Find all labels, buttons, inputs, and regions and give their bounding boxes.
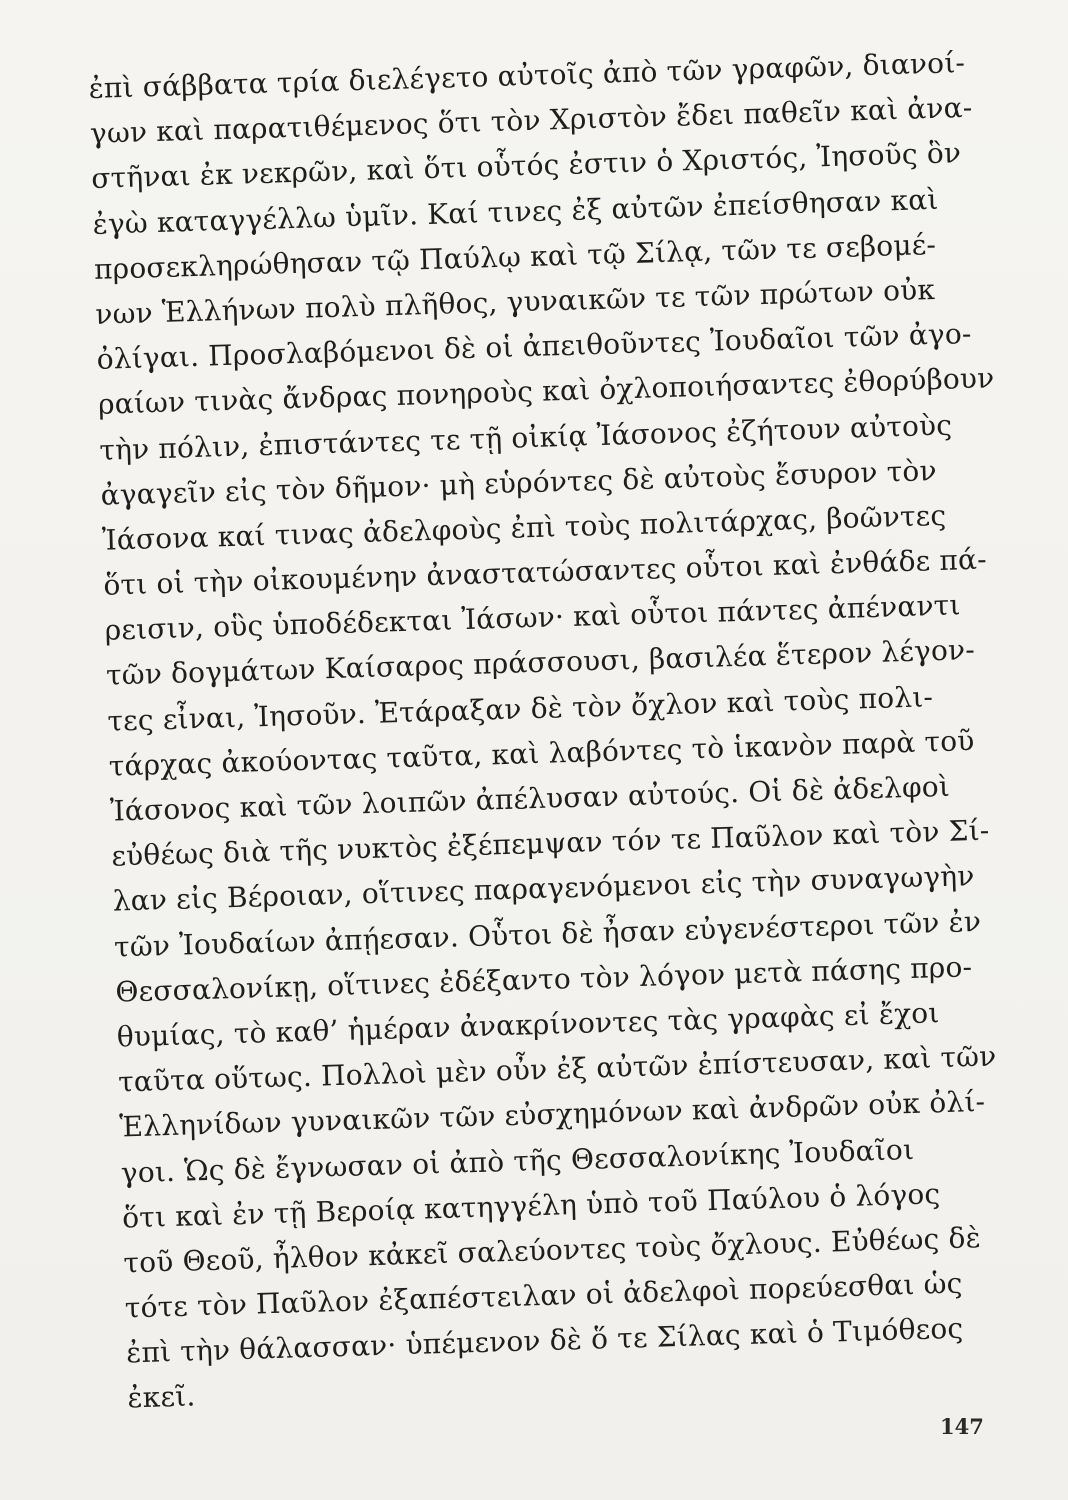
text-line: τῶν δογμάτων Καίσαρος πράσσουσι, βασιλέα ἕτερον λέγον- <box>105 633 976 693</box>
text-line: ἐπὶ τὴν θάλασσαν· ὑπέμενον δὲ ὅ τε Σίλας καὶ ὁ Τιμόθεος <box>125 1311 964 1370</box>
text-line: λαν εἰς Βέροιαν, οἵτινες παραγενόμενοι εἰς τὴν συναγωγὴν <box>112 859 975 918</box>
text-line: ἐκεῖ. <box>127 1379 196 1415</box>
text-line: ταῦτα οὕτως. Πολλοὶ μὲν οὖν ἐξ αὐτῶν ἐπίστευσαν, καὶ τῶν <box>117 1039 997 1099</box>
text-line: στῆναι ἐκ νεκρῶν, καὶ ὅτι οὗτός ἐστιν ὁ Χριστός, Ἰησοῦς ὃν <box>90 136 962 196</box>
text-line: τοῦ Θεοῦ, ἦλθον κἀκεῖ σαλεύοντες τοὺς ὄχλους. Εὐθέως δὲ <box>123 1220 982 1280</box>
text-line: γων καὶ παρατιθέμενος ὅτι τὸν Χριστὸν ἔδει παθεῖν καὶ ἀνα- <box>89 90 973 151</box>
body-text <box>88 39 1028 1421</box>
text-line: τότε τὸν Παῦλον ἐξαπέστειλαν οἱ ἀδελφοὶ πορεύεσθαι ὡς <box>124 1266 964 1325</box>
text-line: ὅτι οἱ τὴν οἰκουμένην ἀναστατώσαντες οὗτοι καὶ ἐνθάδε πά- <box>102 542 988 602</box>
text-line: εὐθέως διὰ τῆς νυκτὸς ἐξέπεμψαν τόν τε Παῦλον καὶ τὸν Σί- <box>110 813 990 873</box>
text-line: ἀγαγεῖν εἰς τὸν δῆμον· μὴ εὑρόντες δὲ αὐτοὺς ἔσυρον τὸν <box>100 453 938 512</box>
text-line: νων Ἑλλήνων πολὺ πλῆθος, γυναικῶν τε τῶν πρώτων οὐκ <box>94 272 936 331</box>
text-line: γοι. Ὡς δὲ ἔγνωσαν οἱ ἀπὸ τῆς Θεσσαλονίκης Ἰουδαῖοι <box>120 1132 915 1190</box>
text-line: τὴν πόλιν, ἐπιστάντες τε τῇ οἰκίᾳ Ἰάσονος ἐζήτουν αὐτοὺς <box>98 408 953 467</box>
text-line: θυμίας, τὸ καθ’ ἡμέραν ἀνακρίνοντες τὰς γραφὰς εἰ ἔχοι <box>116 996 940 1054</box>
text-line: ὀλίγαι. Προσλαβόμενοι δὲ οἱ ἀπειθοῦντες Ἰουδαῖοι τῶν ἀγο- <box>96 317 973 376</box>
text-line: Ἰάσονα καί τινας ἀδελφοὺς ἐπὶ τοὺς πολιτάρχας, βοῶντες <box>101 498 947 557</box>
text-line: προσεκληρώθησαν τῷ Παύλῳ καὶ τῷ Σίλᾳ, τῶν τε σεβομέ- <box>93 227 937 286</box>
text-line: Ἑλληνίδων γυναικῶν τῶν εὐσχημόνων καὶ ἀνδρῶν οὐκ ὀλί- <box>119 1085 986 1144</box>
text-line: ὅτι καὶ ἐν τῇ Βεροίᾳ κατηγγέλη ὑπὸ τοῦ Παύλου ὁ λόγος <box>121 1176 941 1235</box>
text-line: τάρχας ἀκούοντας ταῦτα, καὶ λαβόντες τὸ ἱκανὸν παρὰ τοῦ <box>108 723 975 783</box>
text-line: ρεισιν, οὓς ὑποδέδεκται Ἰάσων· καὶ οὗτοι πάντες ἀπέναντι <box>104 588 961 647</box>
page-number: 147 <box>940 1414 984 1439</box>
text-line: ἐγὼ καταγγέλλω ὑμῖν. Καί τινες ἐξ αὐτῶν ἐπείσθησαν καὶ <box>92 182 939 241</box>
text-line: Ἰάσονος καὶ τῶν λοιπῶν ἀπέλυσαν αὐτούς. Οἱ δὲ ἀδελφοὶ <box>109 769 951 828</box>
text-line: τῶν Ἰουδαίων ἀπῄεσαν. Οὗτοι δὲ ἦσαν εὐγενέστεροι τῶν ἐν <box>113 904 982 964</box>
text-line: Θεσσαλονίκῃ, οἵτινες ἐδέξαντο τὸν λόγον μετὰ πάσης προ- <box>114 949 973 1009</box>
text-line: τες εἶναι, Ἰησοῦν. Ἐτάραξαν δὲ τὸν ὄχλον καὶ τοὺς πολι- <box>106 679 934 738</box>
text-line: ἐπὶ σάββατα τρία διελέγετο αὐτοῖς ἀπὸ τῶν γραφῶν, διανοί- <box>88 45 966 105</box>
text-line: ραίων τινὰς ἄνδρας πονηροὺς καὶ ὀχλοποιήσαντες ἐθορύβουν <box>97 361 995 422</box>
